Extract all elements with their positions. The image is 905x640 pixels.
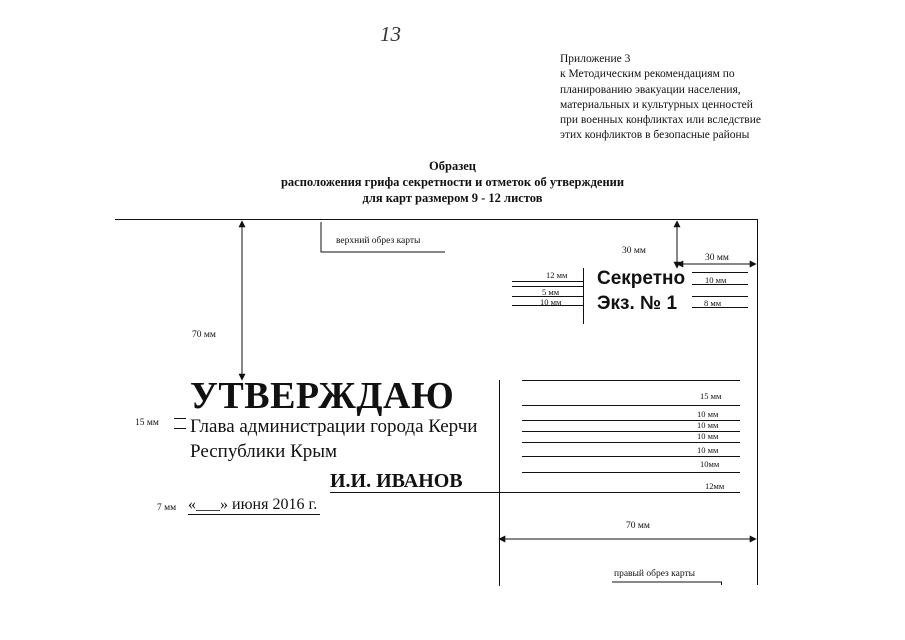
- mark-label: 10 мм: [697, 431, 719, 441]
- title-line-1: Образец: [429, 159, 476, 173]
- position-line-2: Республики Крым: [190, 441, 338, 462]
- mark-label: 12мм: [705, 481, 725, 491]
- page-number: 13: [380, 22, 401, 46]
- appendix-line: при военных конфликтах или вследствие: [560, 114, 761, 127]
- top-edge-label: верхний обрез карты: [336, 236, 421, 246]
- right-30mm-label: 30 мм: [705, 253, 729, 263]
- secrecy-stamp: [597, 266, 685, 316]
- appendix-block: [560, 52, 761, 144]
- mark-label: 10 мм: [697, 409, 719, 419]
- title-line-3: для карт размером 9 - 12 листов: [362, 191, 543, 205]
- title-line-2: расположения грифа секретности и отметок об утверждении: [280, 175, 625, 189]
- appendix-line: планированию эвакуации населения,: [560, 83, 741, 96]
- copy-number: Экз. № 1: [597, 293, 678, 314]
- mark-label: 10 мм: [697, 420, 719, 430]
- right-edge-label: правый обрез карты: [614, 569, 696, 579]
- left-70mm-label: 70 мм: [192, 330, 216, 340]
- bottom-70mm-label: 70 мм: [626, 521, 650, 531]
- approval-date: «___» июня 2016 г.: [188, 496, 318, 513]
- appendix-line: материальных и культурных ценностей: [560, 98, 753, 111]
- mark-label: 10 мм: [540, 297, 562, 307]
- mark-label: 5 мм: [542, 287, 560, 297]
- mark-label: 12 мм: [546, 270, 568, 280]
- appendix-line: этих конфликтов в безопасные районы: [560, 129, 750, 142]
- mark-label: 8 мм: [704, 298, 722, 308]
- mark-label: 10 мм: [697, 445, 719, 455]
- mark-label: 10мм: [700, 459, 720, 469]
- left-15mm-label: 15 мм: [135, 418, 159, 428]
- appendix-line: Приложение 3: [560, 53, 631, 65]
- appendix-line: к Методическим рекомендациям по: [560, 68, 735, 81]
- mark-label: 15 мм: [700, 391, 722, 401]
- secrecy-label: Секретно: [597, 268, 686, 289]
- approver-position: [190, 414, 477, 464]
- top-30mm-label: 30 мм: [622, 246, 646, 256]
- approval-heading: УТВЕРЖДАЮ: [190, 375, 455, 417]
- mark-label: 10 мм: [705, 275, 727, 285]
- position-line-1: Глава администрации города Керчи: [190, 416, 478, 437]
- signer-name: И.И. ИВАНОВ: [330, 470, 463, 492]
- left-7mm-label: 7 мм: [157, 503, 177, 513]
